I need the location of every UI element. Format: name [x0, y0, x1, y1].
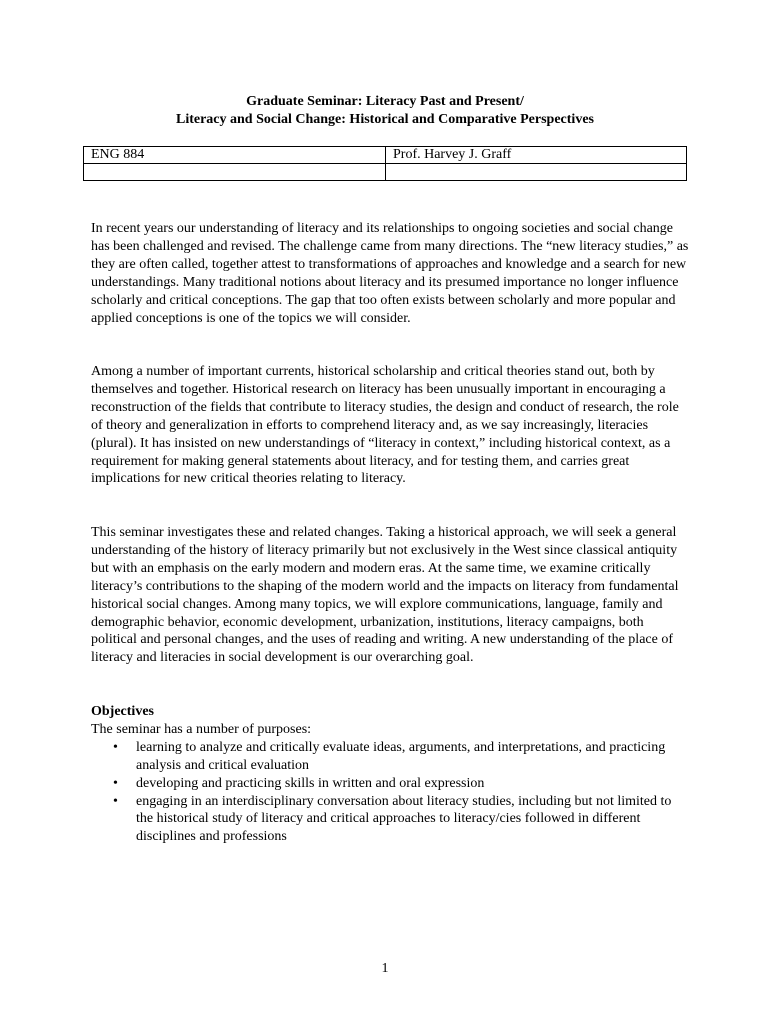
list-item-text: learning to analyze and critically evaluate ideas, arguments, and interpretations, and practicing analysis and critical evaluation	[136, 739, 666, 773]
page-number: 1	[381, 961, 389, 976]
course-info-table	[83, 146, 687, 181]
paragraph-text: This seminar investigates these and related changes. Taking a historical approach, we will seek a general understanding of the history of literacy primarily but not exclusively in the West since classical antiquity but with an emphasis on the early modern and modern eras. At the same time, we examine critically literacy’s contributions to the shaping of the modern world and the impacts on literacy from fundamental historical social changes. Among many topics, we will explore communications, language, family and demographic behavior, economic development, urbanization, institutions, literacy campaigns, both political and personal changes, and the uses of reading and writing. A new understanding of the place of literacy and literacies in social development is our overarching goal.	[91, 525, 679, 666]
paragraph-text: Among a number of important currents, historical scholarship and critical theories stand out, both by themselves and together. Historical research on literacy has been unusually important in encouraging a reconstruction of the fields that contribute to literacy studies, the design and conduct of research, the role of theory and generalization in efforts to comprehend literacy and, as we say increasingly, literacies (plural). It has insisted on new understandings of “literacy in context,” including historical context, as a requirement for making general statements about literacy, and for testing them, and carries great implications for new critical theories relating to literacy.	[91, 364, 679, 487]
bullet-icon: •	[113, 775, 118, 791]
list-item	[91, 793, 691, 847]
list-item-text: developing and practicing skills in written and oral expression	[136, 775, 485, 791]
paragraph-intro	[91, 220, 691, 327]
objectives-list	[91, 739, 691, 846]
table-row	[84, 164, 687, 181]
paragraph-text: In recent years our understanding of literacy and its relationships to ongoing societies and social change has been challenged and revised. The challenge came from many directions. The “new literacy studies,” as they are often called, together attest to transformations of approaches and knowledge and a search for new understandings. Many traditional notions about literacy and its presumed importance no longer influence scholarly and critical conceptions. The gap that too often exists between scholarly and more popular and applied conceptions is one of the topics we will consider.	[91, 221, 689, 326]
paragraph-seminar	[91, 524, 691, 667]
course-code-cell: ENG 884	[84, 147, 386, 164]
list-item-text: engaging in an interdisciplinary conversation about literacy studies, including but not limited to the historical study of literacy and critical approaches to literacy/cies followed in different disciplines and professions	[136, 793, 672, 845]
paragraph-currents	[91, 363, 691, 488]
objectives-section	[91, 703, 691, 846]
bullet-icon: •	[113, 739, 118, 755]
bullet-icon: •	[113, 793, 118, 809]
list-item	[91, 775, 691, 793]
empty-cell	[84, 164, 386, 181]
title-line-2: Literacy and Social Change: Historical and Comparative Perspectives	[175, 112, 594, 127]
instructor-cell: Prof. Harvey J. Graff	[386, 147, 687, 164]
empty-cell	[386, 164, 687, 181]
objectives-heading: Objectives	[91, 704, 154, 719]
page-title	[0, 93, 770, 129]
table-row	[84, 147, 687, 164]
objectives-intro: The seminar has a number of purposes:	[91, 721, 312, 737]
list-item	[91, 739, 691, 775]
title-line-1: Graduate Seminar: Literacy Past and Present/	[246, 94, 524, 109]
